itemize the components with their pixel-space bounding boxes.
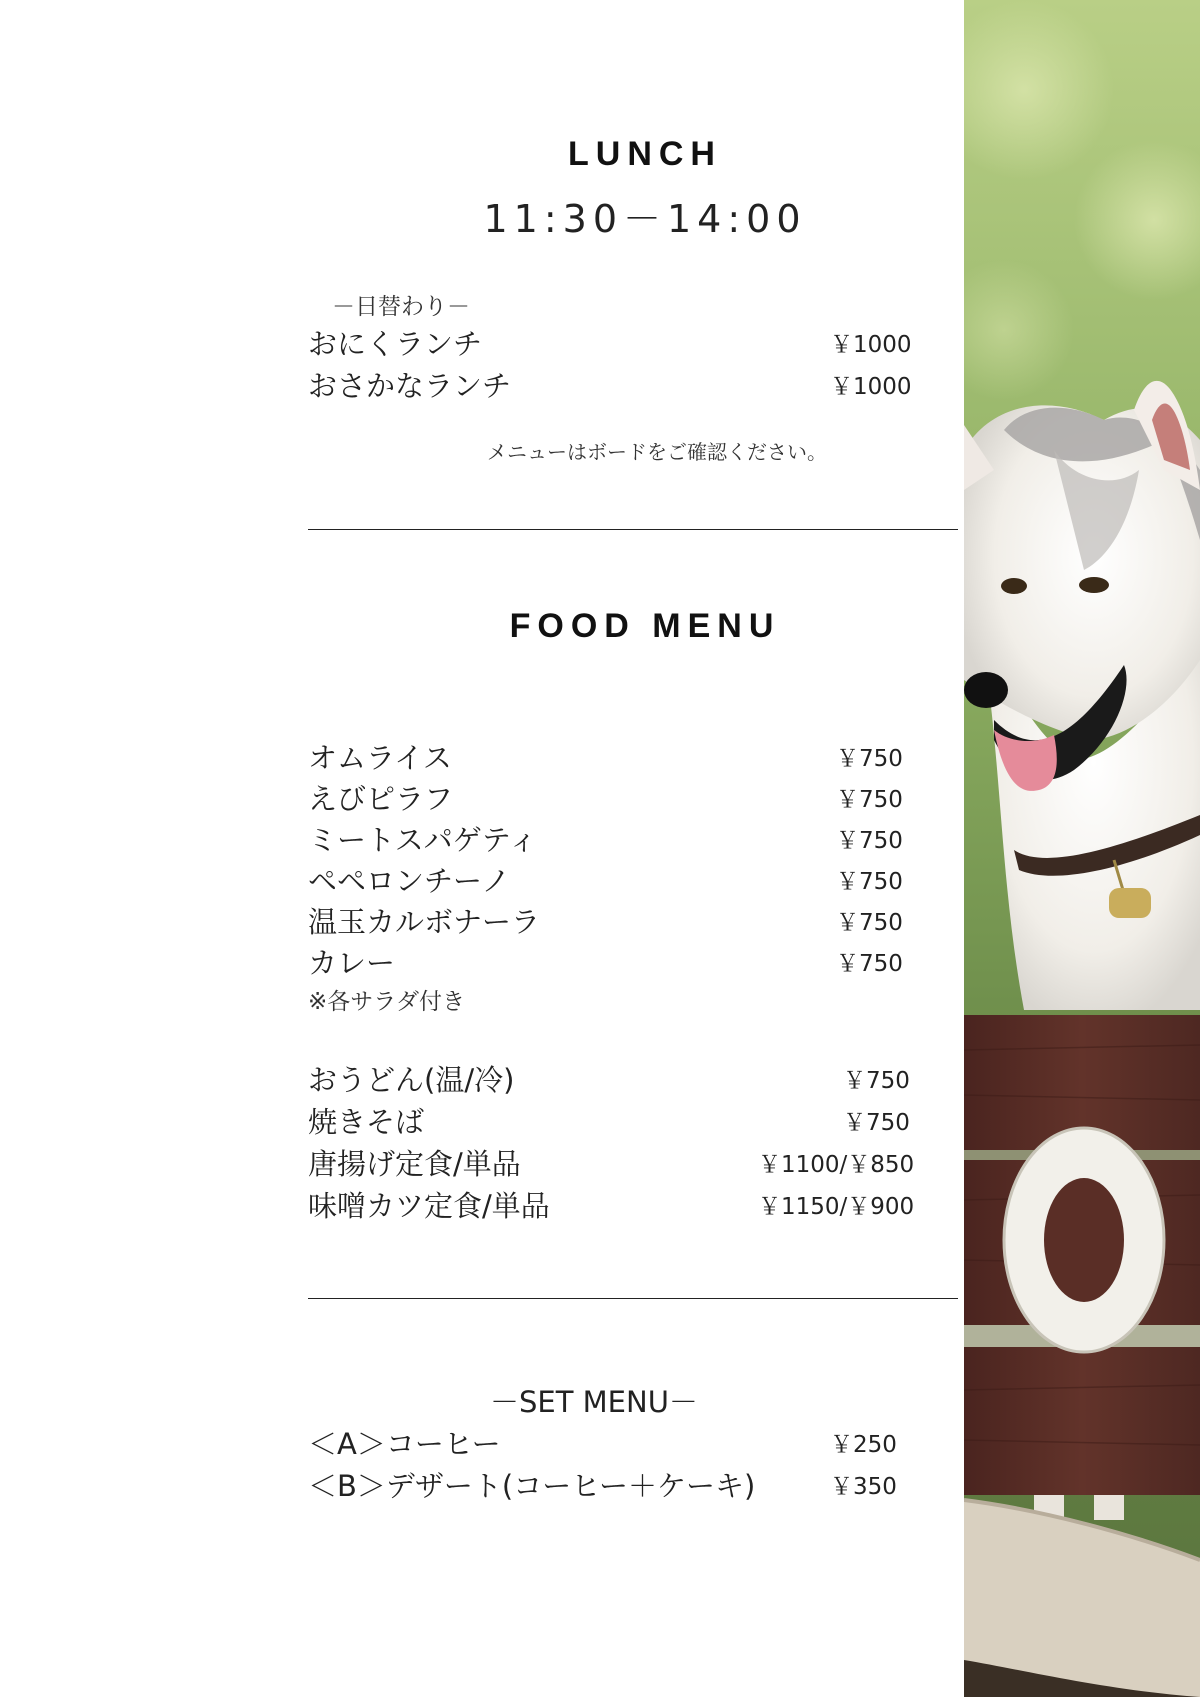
food-item-price: ￥750 — [843, 1110, 910, 1136]
food-item-name: オムライス — [308, 741, 452, 775]
food-item — [308, 1058, 908, 1098]
food-item-name: ミートスパゲティ — [308, 823, 538, 857]
food-item-name: 焼きそば — [308, 1105, 425, 1139]
salad-note: ※各サラダ付き — [308, 989, 466, 1015]
lunch-item-price: ￥1000 — [830, 374, 912, 400]
husky-dog-photo — [964, 0, 1200, 1697]
food-item-name: 味噌カツ定食/単品 — [308, 1189, 550, 1223]
divider — [308, 529, 958, 530]
food-item-price: ￥750 — [843, 1068, 910, 1094]
food-item-name: 温玉カルボナーラ — [308, 905, 541, 939]
lunch-item-name: おにくランチ — [308, 327, 483, 361]
set-item-name: ＜A＞コーヒー — [308, 1427, 501, 1461]
set-item — [308, 1422, 908, 1462]
set-item — [308, 1464, 908, 1504]
food-item-price: ￥750 — [836, 869, 903, 895]
lunch-hours: 11:30－14:00 — [483, 197, 807, 241]
lunch-item — [308, 322, 912, 362]
food-item — [308, 736, 908, 776]
food-item — [308, 900, 908, 940]
set-item-price: ￥250 — [830, 1432, 897, 1458]
food-item-name: 唐揚げ定食/単品 — [308, 1147, 521, 1181]
lunch-item-name: おさかなランチ — [308, 369, 512, 403]
food-item-price: ￥750 — [836, 828, 903, 854]
food-item-name: おうどん(温/冷) — [308, 1063, 515, 1097]
divider — [308, 1298, 958, 1299]
set-item-price: ￥350 — [830, 1474, 897, 1500]
lunch-note: メニューはボードをご確認ください。 — [487, 440, 827, 464]
food-item-name: カレー — [308, 946, 396, 980]
food-item-price: ￥1100/￥850 — [758, 1152, 915, 1178]
set-menu-title: －SET MENU－ — [490, 1385, 698, 1419]
food-item-price: ￥750 — [836, 910, 903, 936]
food-item-price: ￥750 — [836, 951, 903, 977]
food-item — [308, 941, 908, 981]
lunch-item-price: ￥1000 — [830, 332, 912, 358]
food-item — [308, 1184, 915, 1224]
set-item-name: ＜B＞デザート(コーヒー＋ケーキ) — [308, 1469, 756, 1503]
lunch-title: LUNCH — [568, 135, 722, 173]
food-item — [308, 818, 908, 858]
food-item — [308, 1100, 908, 1140]
food-item — [308, 859, 908, 899]
lunch-item — [308, 364, 912, 404]
food-item — [308, 1142, 915, 1182]
food-item-price: ￥750 — [836, 787, 903, 813]
food-item-name: えびピラフ — [308, 782, 454, 816]
food-item-name: ペペロンチーノ — [308, 864, 511, 898]
food-item-price: ￥750 — [836, 746, 903, 772]
food-item — [308, 777, 908, 817]
food-item-price: ￥1150/￥900 — [758, 1194, 915, 1220]
food-title: FOOD MENU — [509, 607, 781, 645]
daily-label: －日替わり－ — [332, 294, 470, 320]
